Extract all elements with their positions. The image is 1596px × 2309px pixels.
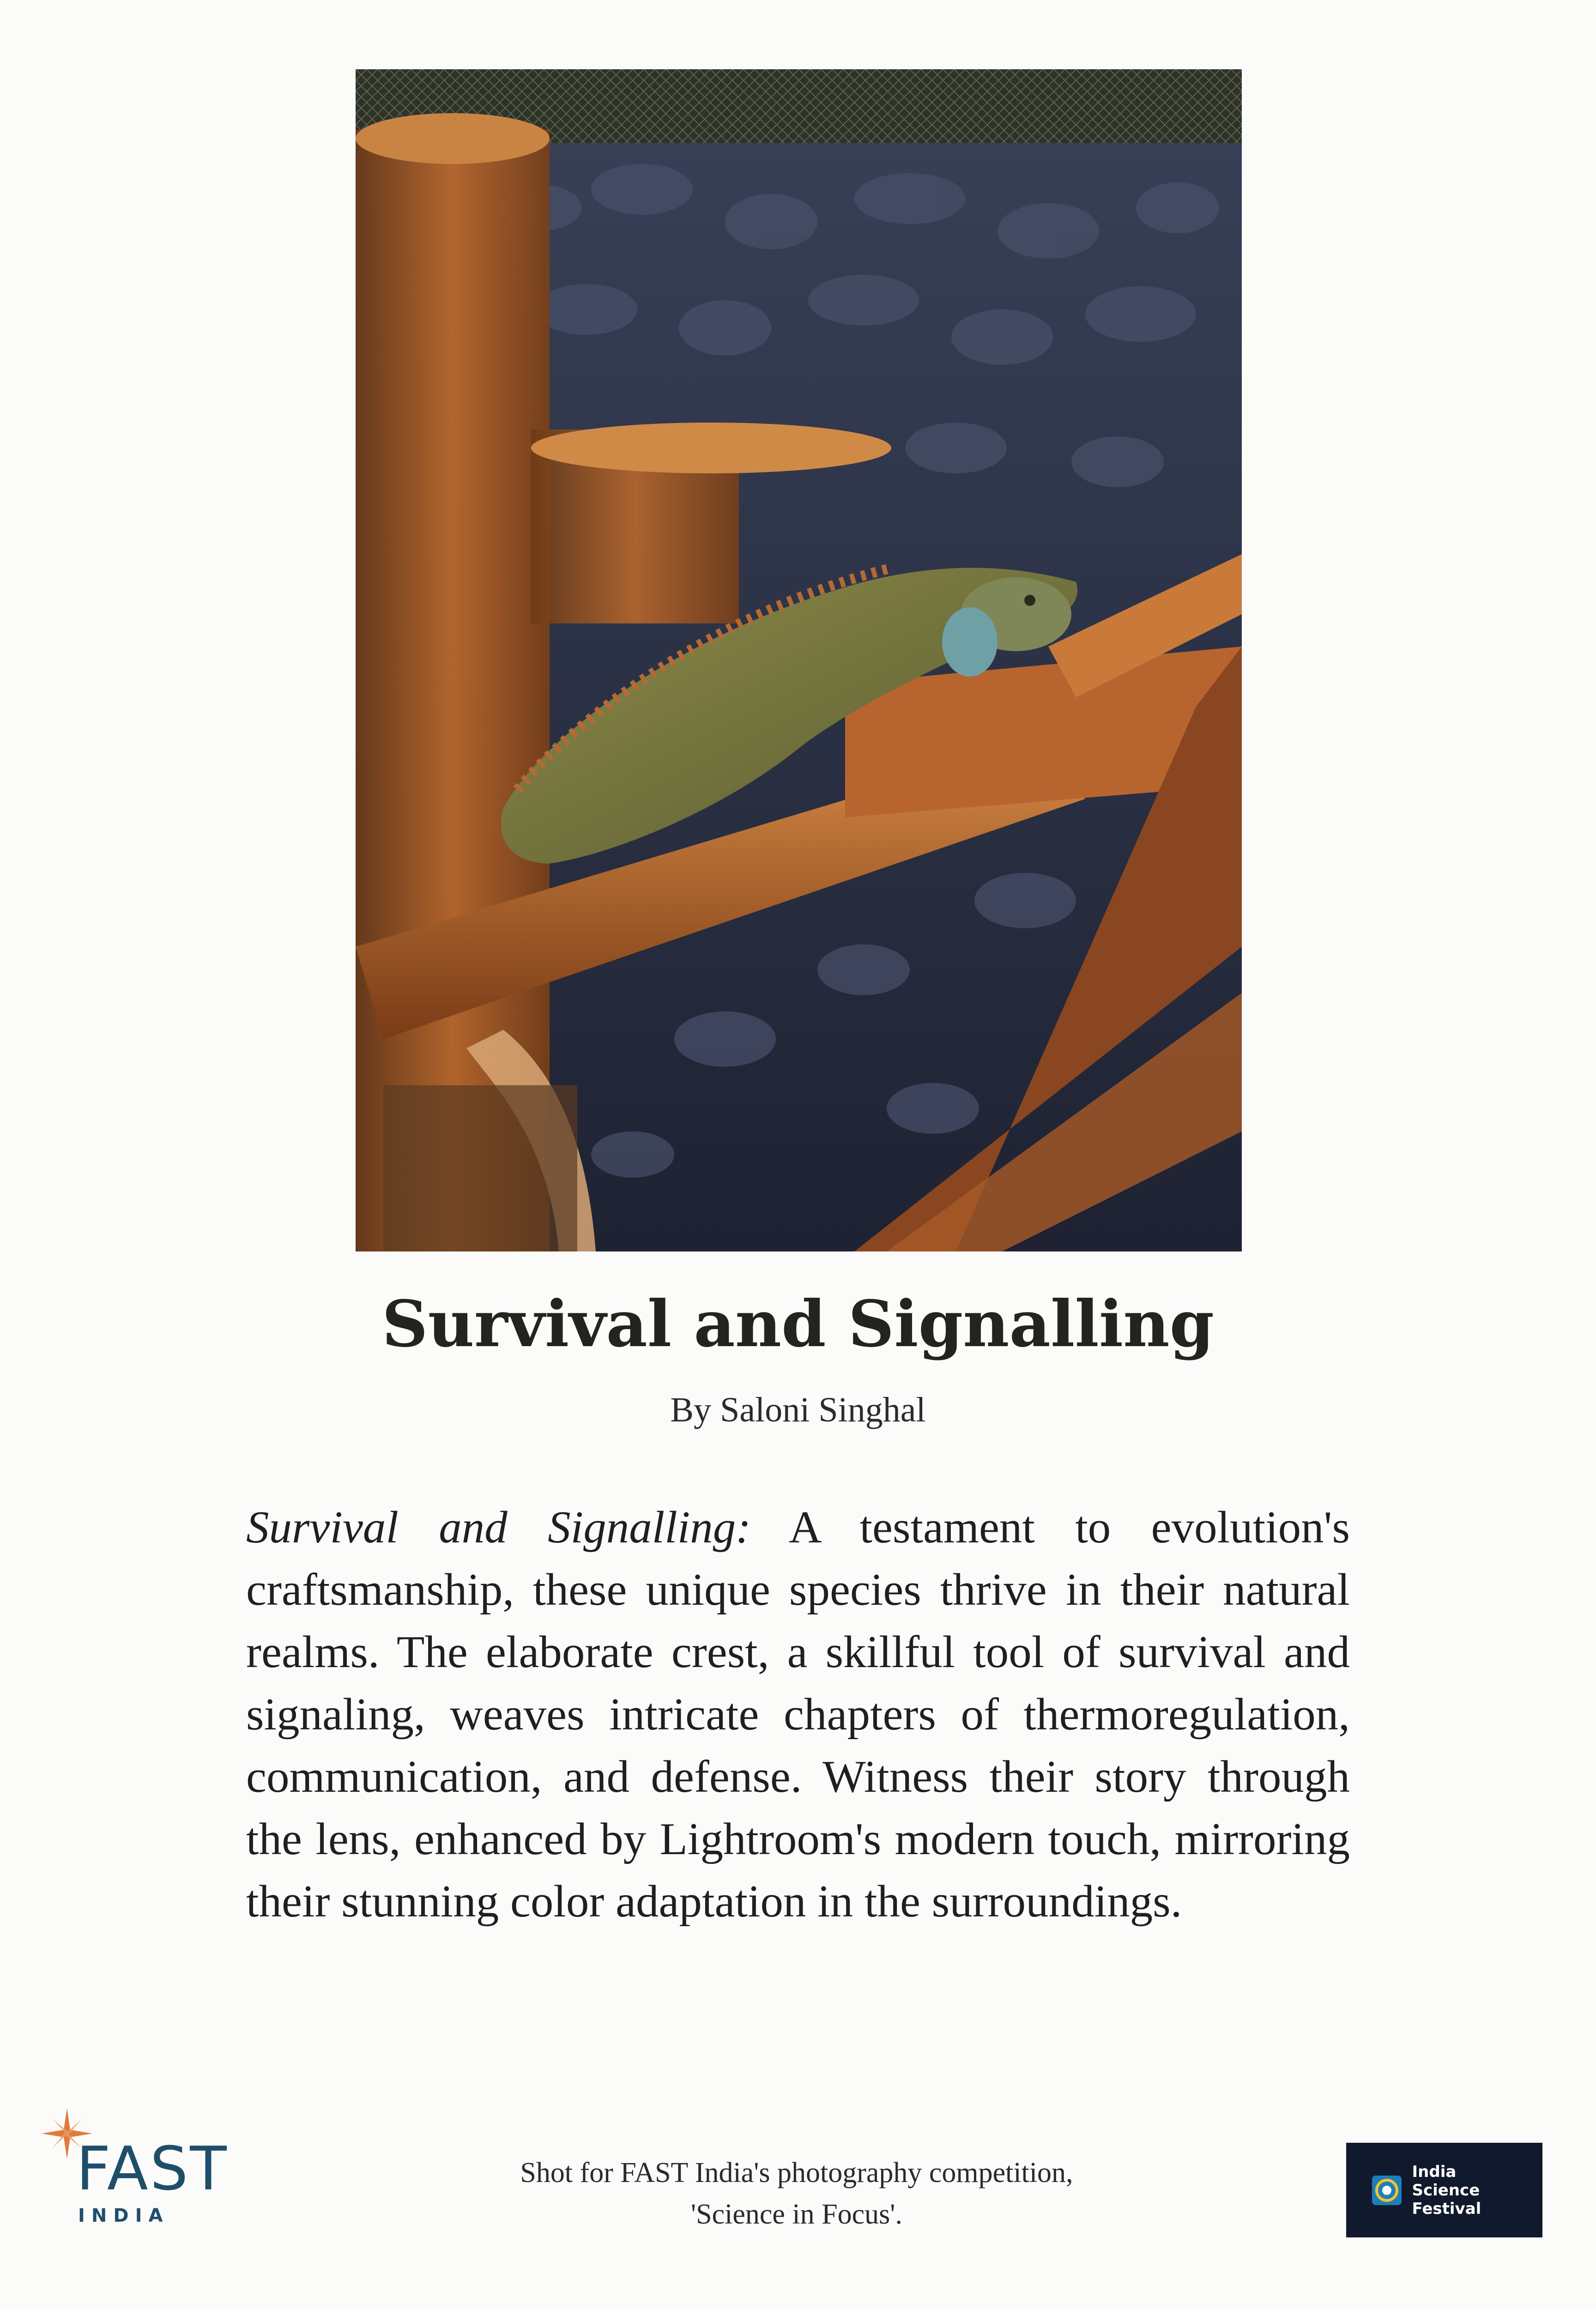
page-title: Survival and Signalling xyxy=(381,1286,1215,1361)
description-lead: Survival and Signalling: xyxy=(246,1502,751,1553)
footer-line-2: 'Science in Focus'. xyxy=(691,2199,902,2230)
footer-line-1: Shot for FAST India's photography competition, xyxy=(520,2157,1073,2188)
author-byline: By Saloni Singhal xyxy=(670,1390,926,1429)
festival-logo-icon xyxy=(1371,2174,1403,2206)
festival-logo-text xyxy=(1412,2163,1518,2218)
iguana-photograph xyxy=(356,69,1242,1251)
festival-logo-line-2: Festival xyxy=(1412,2199,1481,2218)
fast-india-logo xyxy=(39,2106,229,2230)
description-text: A testament to evolution's craftsmanship, these unique species thrive in their natural realms. The elaborate crest, a skillful tool of survival and signaling, weaves intricate chapters of thermoregulation, communication, and defense. Witness their story through the lens, enhanced by Lightroom's modern touch, mirroring their stunning color adaptation in the surroundings. xyxy=(246,1502,1350,1927)
fast-logo-sub: INDIA xyxy=(78,2205,169,2226)
india-science-festival-logo xyxy=(1346,2143,1542,2237)
festival-logo-line-1: India Science xyxy=(1412,2162,1480,2200)
fast-logo-word: FAST xyxy=(76,2134,229,2204)
footer-caption xyxy=(416,2152,1178,2235)
description-paragraph xyxy=(246,1496,1350,1933)
